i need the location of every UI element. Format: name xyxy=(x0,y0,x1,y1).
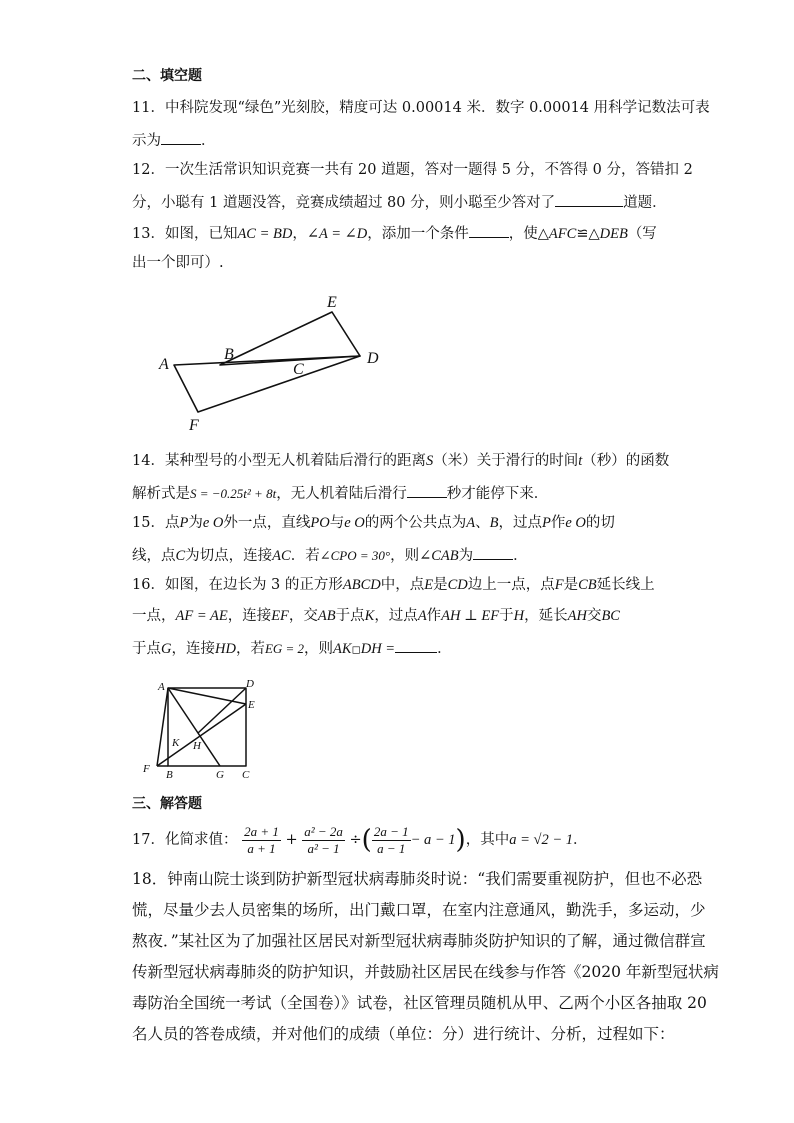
q17-line-1 xyxy=(132,822,587,858)
q16-text: 延长线上 xyxy=(596,577,655,593)
q14-text: （米）关于滑行的时间 xyxy=(433,453,579,469)
q16-line-1 xyxy=(132,575,655,595)
q15-math: e O xyxy=(344,515,365,531)
section-heading-answer: 三、解答题 xyxy=(132,796,202,812)
q13-text: 13．如图，已知 xyxy=(132,226,238,242)
q16-math: AK◻DH = xyxy=(333,641,396,657)
q16-text: ，连接 xyxy=(227,608,272,624)
point-label-d: D xyxy=(246,678,254,690)
fraction-denominator: a + 1 xyxy=(247,840,276,856)
q16-text: 作 xyxy=(426,608,442,624)
q12-end: 道题． xyxy=(623,195,667,211)
q13-text: ≌△ xyxy=(576,226,600,242)
q15-text: 为 xyxy=(458,548,474,564)
q18-line-4: 传新型冠状病毒肺炎的防护知识，并鼓励社区居民在线参与作答《2020 年新型冠状病 xyxy=(132,963,719,981)
q15-text: 为切点，连接 xyxy=(185,548,273,564)
q14-text: （秒）的函数 xyxy=(582,453,670,469)
q14-line-1 xyxy=(132,451,669,471)
point-label-a: A xyxy=(159,356,169,373)
q16-math: AF = AE xyxy=(175,608,228,624)
q16-math: G xyxy=(161,641,172,657)
fraction-denominator: a − 1 xyxy=(377,840,406,856)
q16-math: E xyxy=(424,577,434,593)
q15-math: A xyxy=(466,515,476,531)
segment-ae xyxy=(168,688,246,704)
q16-text: ，过点 xyxy=(374,608,418,624)
answer-blank xyxy=(407,482,447,498)
q13-text: ，添加一个条件 xyxy=(367,226,469,242)
q18-line-1: 18．钟南山院士谈到防护新型冠状病毒肺炎时说：“我们需要重视防护，但也不必恐 xyxy=(132,870,703,888)
left-paren: ( xyxy=(361,825,372,855)
q15-math: PO xyxy=(310,515,330,531)
q13-math: AFC xyxy=(548,226,577,242)
answer-blank xyxy=(555,191,623,207)
q15-math: C xyxy=(175,548,186,564)
q17-math: a = √2 − 1 xyxy=(509,832,573,848)
q16-text: ，则 xyxy=(304,641,334,657)
q15-math: ∠CPO = 30° xyxy=(319,548,391,563)
q18-line-3: 熬夜．”某社区为了加强社区居民对新型冠状病毒肺炎防护知识的了解，通过微信群宣 xyxy=(132,932,706,950)
q16-math: AH xyxy=(567,608,587,624)
q16-figure xyxy=(140,676,270,782)
q16-text: 边上一点，点 xyxy=(467,577,555,593)
q15-line-2 xyxy=(132,544,528,566)
q18-line-2: 慌，尽量少去人员密集的场所，出门戴口罩，在室内注意通风，勤洗手，多运动，少 xyxy=(132,901,706,919)
point-label-b: B xyxy=(224,346,234,363)
q14-text: ，无人机着陆后滑行 xyxy=(276,486,407,502)
q15-text: 、 xyxy=(475,515,490,531)
point-label-c: C xyxy=(293,361,304,378)
q18-line-5: 毒防治全国统一考试（全国卷）》试卷，社区管理员随机从甲、乙两个小区各抽取 20 xyxy=(132,994,707,1012)
q16-text: ，交 xyxy=(288,608,318,624)
q15-text: ，则 xyxy=(390,548,420,564)
q18-line-6: 名人员的答卷成绩，并对他们的成绩（单位：分）进行统计、分析，过程如下： xyxy=(132,1025,675,1043)
q13-text: （写 xyxy=(627,226,657,242)
q13-line-2: 出一个即可）. xyxy=(132,255,224,271)
q12-line-1: 12．一次生活常识知识竞赛一共有 20 道题，答对一题得 5 分，不答得 0 分，答错扣 2 xyxy=(132,162,693,178)
q16-math: A xyxy=(417,608,427,624)
q16-math: AH ⊥ EF xyxy=(441,608,500,624)
point-label-a: A xyxy=(158,681,165,693)
q15-text: 作 xyxy=(550,515,566,531)
q15-math: AC xyxy=(272,548,291,564)
q16-text: ，连接 xyxy=(171,641,215,657)
segment-ef xyxy=(157,704,246,766)
point-label-f: F xyxy=(189,417,199,434)
fraction-1 xyxy=(242,824,281,857)
q16-text: 一点， xyxy=(132,608,176,624)
q13-math: ∠A = ∠D xyxy=(306,226,368,242)
q16-text: 于点 xyxy=(132,641,161,657)
q16-math: CD xyxy=(447,577,468,593)
q14-text: 14．某种型号的小型无人机着陆后滑行的距离 xyxy=(132,453,426,469)
q14-math: t xyxy=(578,453,583,469)
answer-blank xyxy=(395,637,437,653)
q16-math: EG = 2 xyxy=(264,641,305,656)
q15-text: 的两个公共点为 xyxy=(364,515,467,531)
q16-text: 中，点 xyxy=(380,577,425,593)
q14-text: 解析式是 xyxy=(132,486,190,502)
point-label-k: K xyxy=(172,737,180,749)
q16-math: ABCD xyxy=(342,577,381,593)
q16-math: CB xyxy=(578,577,597,593)
fraction-numerator: a² − 2a xyxy=(304,823,343,839)
segment-hd xyxy=(198,688,246,733)
q17-text: ，其中 xyxy=(465,832,510,848)
fraction-3 xyxy=(372,824,411,857)
q13-math: DEB xyxy=(599,226,628,242)
q14-text: 秒才能停下来． xyxy=(446,486,549,502)
q16-math: H xyxy=(513,608,525,624)
q16-math: AB xyxy=(317,608,336,624)
q12-text: 分，小聪有 1 道题没答，竞赛成绩超过 80 分，则小聪至少答对了 xyxy=(132,195,556,211)
q15-math: ∠CAB xyxy=(419,548,459,564)
q12-line-2 xyxy=(132,191,667,213)
point-label-c: C xyxy=(242,769,250,781)
point-label-d: D xyxy=(367,350,379,367)
q17-math: − a − 1 xyxy=(410,832,456,848)
right-paren: ) xyxy=(455,825,466,855)
q17-text: 17．化简求值： xyxy=(132,832,238,848)
q15-math: e O xyxy=(565,515,586,531)
q11-end: ． xyxy=(201,133,216,149)
q15-text: ，过点 xyxy=(498,515,542,531)
point-label-g: G xyxy=(216,769,224,781)
q16-math: K xyxy=(364,608,375,624)
answer-blank xyxy=(469,222,509,238)
fraction-2 xyxy=(302,824,345,857)
q16-text: ． xyxy=(437,641,452,657)
q11-line-1: 11．中科院发现“绿色”光刻胶，精度可达 0.00014 米．数字 0.00014 用科学记数法可表 xyxy=(132,100,710,116)
fraction-denominator: a² − 1 xyxy=(307,840,340,856)
point-label-b: B xyxy=(166,769,173,781)
point-label-f: F xyxy=(143,763,150,775)
q13-figure xyxy=(150,290,390,440)
q15-math: e O xyxy=(202,515,224,531)
triangle-deb xyxy=(220,312,360,365)
q15-text: 外一点，直线 xyxy=(223,515,311,531)
q15-text: 的切 xyxy=(585,515,615,531)
segment-af xyxy=(157,688,168,766)
division-sign: ÷ xyxy=(349,832,362,848)
point-label-e: E xyxy=(248,699,255,711)
point-label-h: H xyxy=(193,740,201,752)
q13-math: AC = BD xyxy=(237,226,293,242)
point-label-e: E xyxy=(327,294,337,311)
q16-text: ，延长 xyxy=(524,608,568,624)
q16-text: 交 xyxy=(586,608,602,624)
answer-blank xyxy=(161,129,201,145)
q13-line-1 xyxy=(132,222,657,244)
q16-text: 于 xyxy=(499,608,514,624)
q15-text: 线，点 xyxy=(132,548,176,564)
fraction-numerator: 2a + 1 xyxy=(244,823,279,839)
q17-text: ． xyxy=(572,832,588,848)
q15-text: 与 xyxy=(329,515,345,531)
q15-math: B xyxy=(489,515,499,531)
q15-math: P xyxy=(179,515,189,531)
q16-text: 是 xyxy=(433,577,448,593)
q16-math: EF xyxy=(271,608,289,624)
q15-line-1 xyxy=(132,513,615,533)
q16-line-2 xyxy=(132,606,620,626)
q15-math: P xyxy=(541,515,551,531)
answer-blank xyxy=(473,544,513,560)
q13-text: ， xyxy=(292,226,307,242)
q13-text: ，使△ xyxy=(508,226,549,242)
q15-text: ．若 xyxy=(290,548,320,564)
q14-math: S xyxy=(425,453,434,469)
q16-text: 于点 xyxy=(335,608,365,624)
q11-line-2 xyxy=(132,129,216,151)
q14-line-2 xyxy=(132,482,548,504)
triangle-afc xyxy=(174,356,360,412)
q16-math: BC xyxy=(601,608,620,624)
plus-sign: + xyxy=(285,832,298,848)
q16-text: 16．如图，在边长为 3 的正方形 xyxy=(132,577,343,593)
q16-line-3 xyxy=(132,637,452,660)
q14-math: S = −0.25t² + 8t xyxy=(190,486,277,501)
q15-text: 15．点 xyxy=(132,515,180,531)
q16-math: F xyxy=(554,577,564,593)
q15-text: ． xyxy=(513,548,528,564)
section-heading-fill-blank: 二、填空题 xyxy=(132,68,202,84)
q16-math: HD xyxy=(214,641,236,657)
q16-text: 是 xyxy=(563,577,579,593)
q16-text: ，若 xyxy=(235,641,265,657)
q15-text: 为 xyxy=(188,515,203,531)
q11-text: 示为 xyxy=(132,133,161,149)
fraction-numerator: 2a − 1 xyxy=(373,823,409,839)
